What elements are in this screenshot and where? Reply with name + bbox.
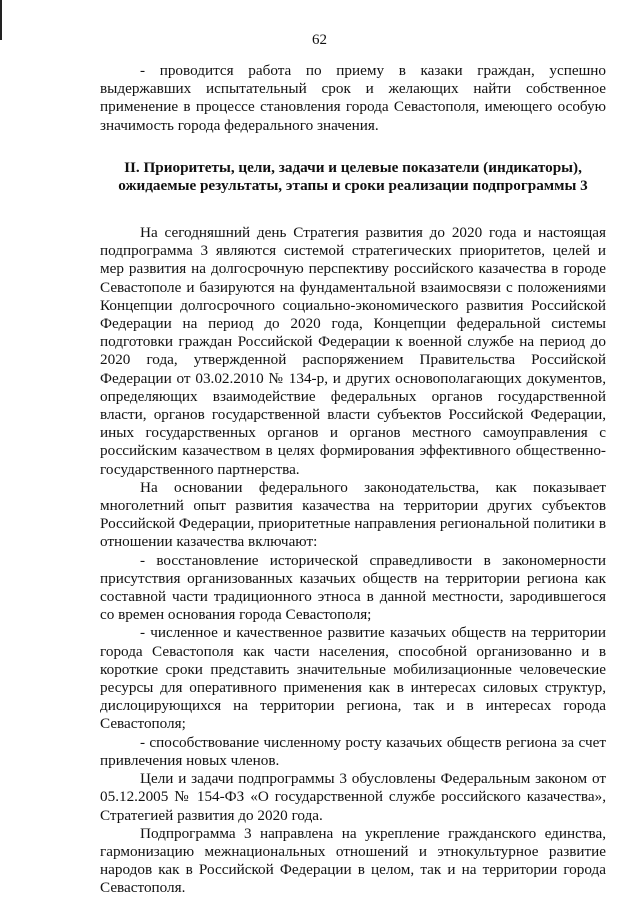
section-heading-line-1: II. Приоритеты, цели, задачи и целевые показатели (индикаторы),	[124, 158, 582, 176]
paragraph-goals: Цели и задачи подпрограммы 3 обусловлены Федеральным законом от 05.12.2005 № 154-ФЗ «О государственной службе российского казачества», Стратегией развития до 2020 года.	[100, 770, 606, 824]
document-body	[100, 62, 606, 898]
list-item-development: - численное и качественное развитие казачьих обществ на территории города Севастополя как части населения, способной организованно и в короткие сроки представить значительные мобилизационные человеческие ресурсы для оперативного применения как в интересах силовых структур, дислоцирующихся на территории региона, так и в интересах города Севастополя;	[100, 624, 606, 733]
paragraph-strategy: На сегодняшний день Стратегия развития до 2020 года и настоящая подпрограмма 3 являются системой стратегических приоритетов, целей и мер развития на долгосрочную перспективу российского казачества в городе Севастополе и базируются на фундаментальной взаимосвязи с положениями Концепции долгосрочного социально-экономического развития Российской Федерации на период до 2020 года, Концепции федеральной системы подготовки граждан Российской Федерации к военной службе на период до 2020 года, утвержденной распоряжением Правительства Российской Федерации от 03.02.2010 № 134-р, и других основополагающих документов, определяющих взаимодействие федеральных органов государственной власти, органов государственной власти субъектов Российской Федерации, иных государственных органов и органов местного самоуправления с российским казачеством в целях формирования эффективного общественно-государственного партнерства.	[100, 224, 606, 478]
page-number: 62	[312, 32, 327, 48]
paragraph-direction: Подпрограмма 3 направлена на укрепление гражданского единства, гармонизацию межнациональных отношений и этнокультурное развитие народов как в Российской Федерации в целом, так и на территории города Севастополя.	[100, 824, 606, 897]
paragraph-legislation: На основании федерального законодательства, как показывает многолетний опыт развития казачества на территории других субъектов Российской Федерации, приоритетные направления региональной политики в отношении казачества включают:	[100, 478, 606, 551]
list-item-growth: - способствование численному росту казачьих обществ региона за счет привлечения новых членов.	[100, 733, 606, 769]
intro-paragraph: - проводится работа по приему в казаки граждан, успешно выдержавших испытательный срок и желающих найти собственное применение в процессе становления города Севастополя, имеющего особую значимость города федерального значения.	[100, 62, 606, 134]
section-heading	[100, 159, 606, 196]
list-item-restoration: - восстановление исторической справедливости в закономерности присутствия организованных казачьих обществ на территории региона как составной части традиционного этноса в данной местности, зародившегося со времен основания города Севастополя;	[100, 551, 606, 624]
section-heading-line-2: ожидаемые результаты, этапы и сроки реализации подпрограммы 3	[118, 177, 588, 195]
